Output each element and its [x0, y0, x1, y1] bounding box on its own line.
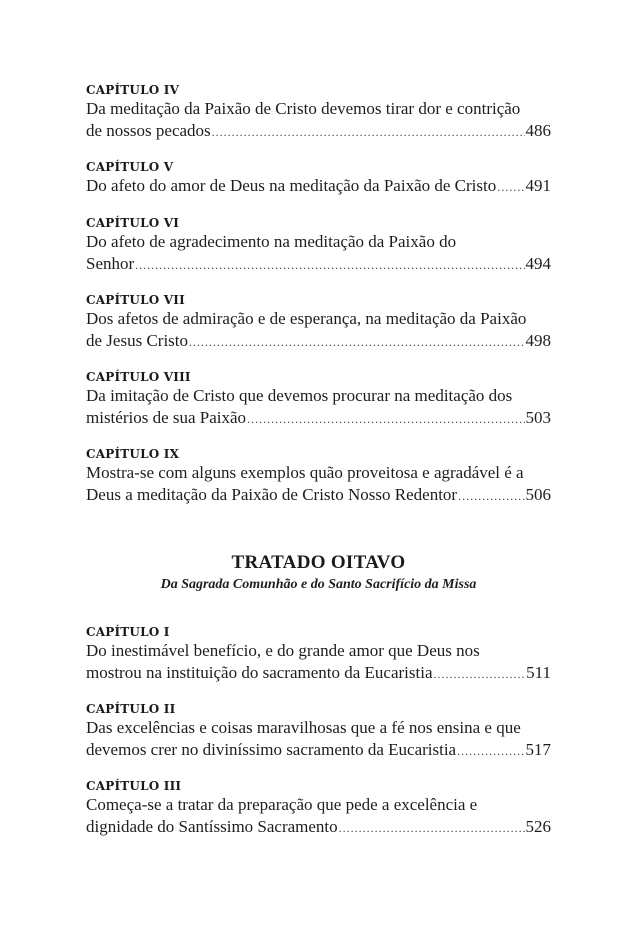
entry-leader-line: [86, 120, 551, 143]
dot-leader: [189, 331, 525, 353]
chapter-heading: CAPÍTULO III: [86, 779, 182, 793]
entry-title-last: Senhor: [86, 254, 135, 273]
entry-title-last: devemos crer no diviníssimo sacramento da Eucaristia: [86, 740, 457, 759]
dot-leader: [457, 740, 524, 762]
entry-title-last: Deus a meditação da Paixão de Cristo Nosso Redentor: [86, 485, 458, 504]
toc-entry-cap-ix: [86, 446, 551, 507]
page-number: 506: [525, 485, 551, 504]
chapter-heading: CAPÍTULO VIII: [86, 370, 191, 384]
toc-entry-cap-v: [86, 159, 551, 198]
entry-title-line: Do inestimável benefício, e do grande amor que Deus nos: [86, 641, 480, 660]
page-number: 498: [525, 331, 551, 350]
entry-leader-line: [86, 662, 551, 685]
entry-title-line: Do afeto de agradecimento na meditação da Paixão do: [86, 232, 457, 251]
toc-entry-cap-vii: [86, 292, 551, 353]
entry-title-last: Do afeto do amor de Deus na meditação da Paixão de Cristo: [86, 176, 497, 195]
entry-title-line: Das excelências e coisas maravilhosas que a fé nos ensina e que: [86, 718, 521, 737]
entry-title-line: Dos afetos de admiração e de esperança, na meditação da Paixão: [86, 309, 527, 328]
dot-leader: [339, 817, 525, 839]
chapter-heading: CAPÍTULO IX: [86, 447, 180, 461]
page-number: 511: [526, 663, 551, 682]
entry-title-line: Mostra-se com alguns exemplos quão proveitosa e agradável é a: [86, 463, 524, 482]
dot-leader: [135, 254, 524, 276]
toc-entry-cap-ii: [86, 701, 551, 762]
entry-leader-line: [86, 407, 551, 430]
chapter-heading: CAPÍTULO V: [86, 160, 174, 174]
chapter-heading: CAPÍTULO VII: [86, 293, 185, 307]
chapter-heading: CAPÍTULO II: [86, 702, 176, 716]
page-number: 526: [525, 817, 551, 836]
page-number: 486: [525, 121, 551, 140]
entry-leader-line: [86, 330, 551, 353]
page-number: 494: [525, 254, 551, 273]
entry-leader-line: [86, 175, 551, 198]
entry-leader-line: [86, 253, 551, 276]
entry-title-last: mostrou na instituição do sacramento da Eucaristia: [86, 663, 433, 682]
chapter-heading: CAPÍTULO VI: [86, 216, 180, 230]
entry-leader-line: [86, 484, 551, 507]
toc-entry-cap-iv: [86, 82, 551, 143]
chapter-heading: CAPÍTULO IV: [86, 83, 180, 97]
entry-title-last: dignidade do Santíssimo Sacramento: [86, 817, 338, 836]
dot-leader: [497, 176, 524, 198]
entry-title-line: Começa-se a tratar da preparação que pede a excelência e: [86, 795, 478, 814]
toc-entry-cap-i: [86, 624, 551, 685]
entry-title-last: de Jesus Cristo: [86, 331, 188, 350]
dot-leader: [458, 485, 524, 507]
entry-title-line: Da meditação da Paixão de Cristo devemos tirar dor e contrição: [86, 99, 521, 118]
dot-leader: [247, 408, 524, 430]
toc-entry-cap-iii: [86, 778, 551, 839]
chapter-heading: CAPÍTULO I: [86, 625, 170, 639]
dot-leader: [212, 121, 525, 143]
entry-title-line: Da imitação de Cristo que devemos procurar na meditação dos: [86, 386, 513, 405]
dot-leader: [434, 663, 526, 685]
page-number: 517: [525, 740, 551, 759]
toc-entry-cap-viii: [86, 369, 551, 430]
entry-leader-line: [86, 739, 551, 762]
entry-leader-line: [86, 816, 551, 839]
section-subtitle: Da Sagrada Comunhão e do Santo Sacrifício da Missa: [160, 577, 477, 592]
entry-title-last: mistérios de sua Paixão: [86, 408, 247, 427]
entry-title-last: de nossos pecados: [86, 121, 211, 140]
toc-entry-cap-vi: [86, 215, 551, 276]
page-number: 503: [525, 408, 551, 427]
section-title: TRATADO OITAVO: [231, 552, 406, 573]
page-number: 491: [525, 176, 551, 195]
